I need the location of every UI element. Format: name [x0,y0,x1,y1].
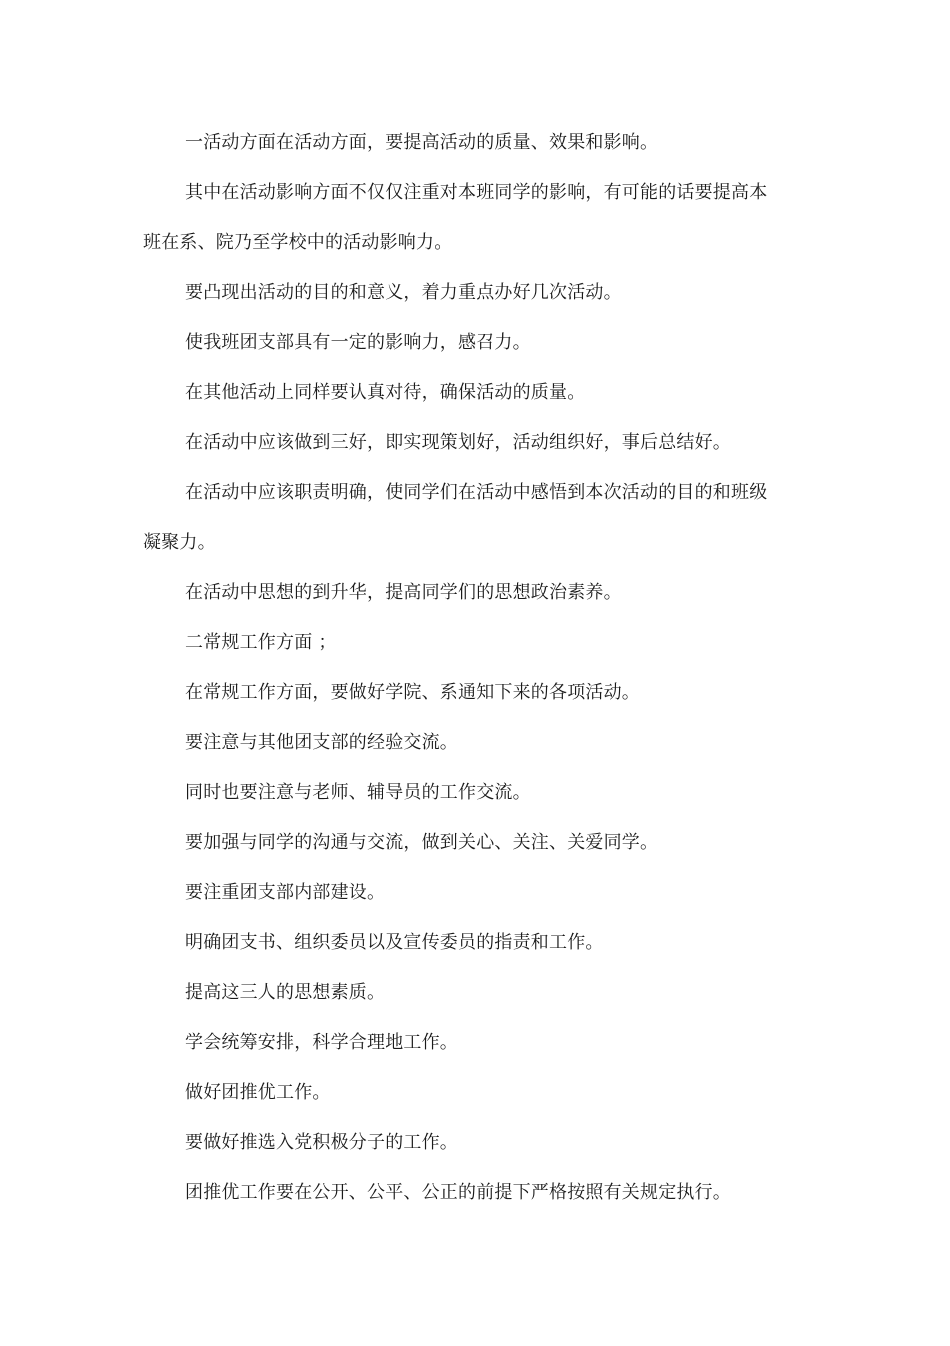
paragraph-12: 同时也要注意与老师、辅导员的工作交流。 [185,782,531,803]
paragraph-3: 要凸现出活动的目的和意义，着力重点办好几次活动。 [185,282,622,303]
paragraph-20: 团推优工作要在公开、公平、公正的前提下严格按照有关规定执行。 [185,1182,731,1203]
document-body [143,118,783,1218]
paragraph-19: 要做好推选入党积极分子的工作。 [185,1132,458,1153]
paragraph-6: 在活动中应该做到三好，即实现策划好，活动组织好，事后总结好。 [185,432,731,453]
paragraph-14: 要注重团支部内部建设。 [185,882,386,903]
paragraph-4: 使我班团支部具有一定的影响力，感召力。 [185,332,531,353]
paragraph-11: 要注意与其他团支部的经验交流。 [185,732,458,753]
section-heading-routine-work: 二常规工作方面 ； [185,632,337,653]
paragraph-16: 提高这三人的思想素质。 [185,982,386,1003]
paragraph-5: 在其他活动上同样要认真对待，确保活动的质量。 [185,382,586,403]
paragraph-13: 要加强与同学的沟通与交流，做到关心、关注、关爱同学。 [185,832,659,853]
paragraph-10: 在常规工作方面，要做好学院、系通知下来的各项活动。 [185,682,640,703]
paragraph-1: 一活动方面在活动方面，要提高活动的质量、效果和影响。 [185,132,659,153]
paragraph-17: 学会统筹安排，科学合理地工作。 [185,1032,458,1053]
paragraph-2: 其中在活动影响方面不仅仅注重对本班同学的影响，有可能的话要提高本班在系、院乃至学校中的活动影响力。 [143,182,768,253]
paragraph-18: 做好团推优工作。 [185,1082,331,1103]
paragraph-7: 在活动中应该职责明确，使同学们在活动中感悟到本次活动的目的和班级凝聚力。 [143,482,768,553]
paragraph-15: 明确团支书、组织委员以及宣传委员的指责和工作。 [185,932,604,953]
paragraph-8: 在活动中思想的到升华，提高同学们的思想政治素养。 [185,582,622,603]
